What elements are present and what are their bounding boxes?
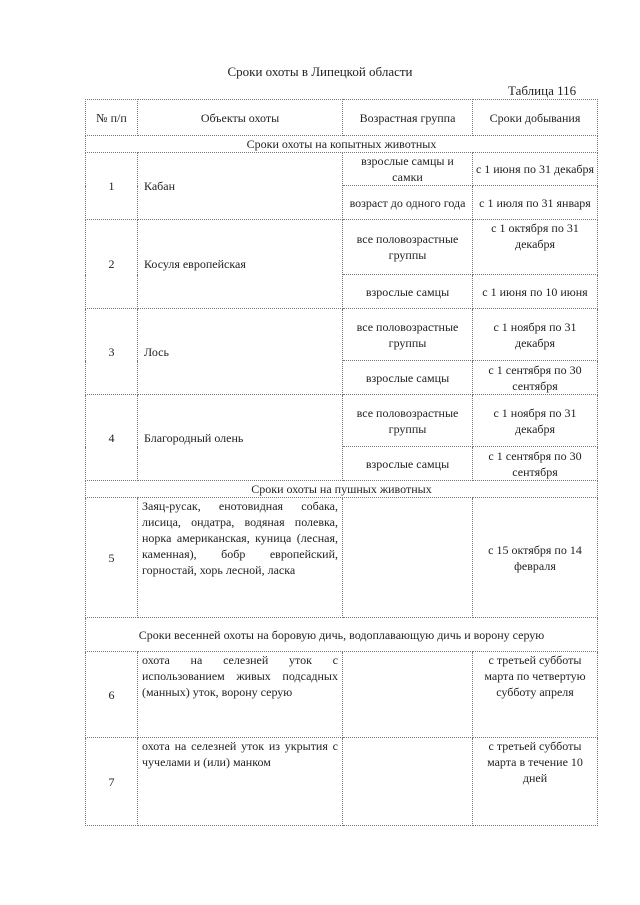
row-num: 2 bbox=[86, 220, 138, 309]
row-object: Косуля европейская bbox=[138, 220, 343, 309]
row-object: Благородный олень bbox=[138, 395, 343, 481]
table-row bbox=[86, 498, 598, 618]
row-object: Лось bbox=[138, 309, 343, 395]
row-age-group: взрослые самцы bbox=[343, 361, 473, 395]
row-dates: с 1 ноября по 31 декабря bbox=[473, 309, 598, 361]
row-age-group: все половозрастные группы bbox=[343, 395, 473, 447]
table-row bbox=[86, 153, 598, 186]
table-header-row bbox=[86, 100, 598, 136]
row-dates: с 1 ноября по 31 декабря bbox=[473, 395, 598, 447]
header-object: Объекты охоты bbox=[138, 100, 343, 136]
row-dates: с 1 октября по 31 декабря bbox=[473, 220, 598, 275]
row-dates: с 1 сентября по 30 сентября bbox=[473, 361, 598, 395]
table-row bbox=[86, 652, 598, 738]
row-object: Заяц-русак, енотовидная собака, лисица, ондатра, водяная полевка, норка американская, куница (лесная, каменная), бобр европейский, горностай, хорь лесной, ласка bbox=[138, 498, 343, 618]
row-age-group bbox=[343, 498, 473, 618]
row-num: 4 bbox=[86, 395, 138, 481]
row-dates: с 1 июля по 31 января bbox=[473, 186, 598, 220]
section-row bbox=[86, 481, 598, 498]
hunting-seasons-table bbox=[85, 99, 598, 826]
header-num: № п/п bbox=[86, 100, 138, 136]
row-num: 3 bbox=[86, 309, 138, 395]
row-age-group: возраст до одного года bbox=[343, 186, 473, 220]
row-dates: с третьей субботы марта в течение 10 дней bbox=[473, 738, 598, 826]
row-age-group: взрослые самцы bbox=[343, 447, 473, 481]
row-num: 6 bbox=[86, 652, 138, 738]
table-row bbox=[86, 220, 598, 275]
section-fur-animals: Сроки охоты на пушных животных bbox=[86, 481, 598, 498]
row-age-group: все половозрастные группы bbox=[343, 220, 473, 275]
row-object: Кабан bbox=[138, 153, 343, 220]
header-dates: Сроки добывания bbox=[473, 100, 598, 136]
row-age-group bbox=[343, 738, 473, 826]
page-title: Сроки охоты в Липецкой области bbox=[227, 64, 413, 79]
table-label: Таблица 116 bbox=[508, 83, 577, 98]
row-age-group: все половозрастные группы bbox=[343, 309, 473, 361]
section-spring-hunt: Сроки весенней охоты на боровую дичь, водоплавающую дичь и ворону серую bbox=[86, 618, 598, 652]
row-num: 1 bbox=[86, 153, 138, 220]
row-age-group bbox=[343, 652, 473, 738]
row-object: охота на селезней уток из укрытия с чучелами и (или) манком bbox=[138, 738, 343, 826]
row-dates: с 1 сентября по 30 сентября bbox=[473, 447, 598, 481]
section-row bbox=[86, 618, 598, 652]
section-row bbox=[86, 136, 598, 153]
row-age-group: взрослые самцы bbox=[343, 275, 473, 309]
header-age-group: Возрастная группа bbox=[343, 100, 473, 136]
section-ungulates: Сроки охоты на копытных животных bbox=[86, 136, 598, 153]
row-dates: с 1 июня по 31 декабря bbox=[473, 153, 598, 186]
row-dates: с 15 октября по 14 февраля bbox=[473, 498, 598, 618]
row-num: 7 bbox=[86, 738, 138, 826]
row-age-group: взрослые самцы и самки bbox=[343, 153, 473, 186]
row-object: охота на селезней уток с использованием живых подсадных (манных) уток, ворону серую bbox=[138, 652, 343, 738]
table-row bbox=[86, 395, 598, 447]
table-row bbox=[86, 309, 598, 361]
row-dates: с третьей субботы марта по четвертую субботу апреля bbox=[473, 652, 598, 738]
row-dates: с 1 июня по 10 июня bbox=[473, 275, 598, 309]
row-num: 5 bbox=[86, 498, 138, 618]
table-row bbox=[86, 738, 598, 826]
